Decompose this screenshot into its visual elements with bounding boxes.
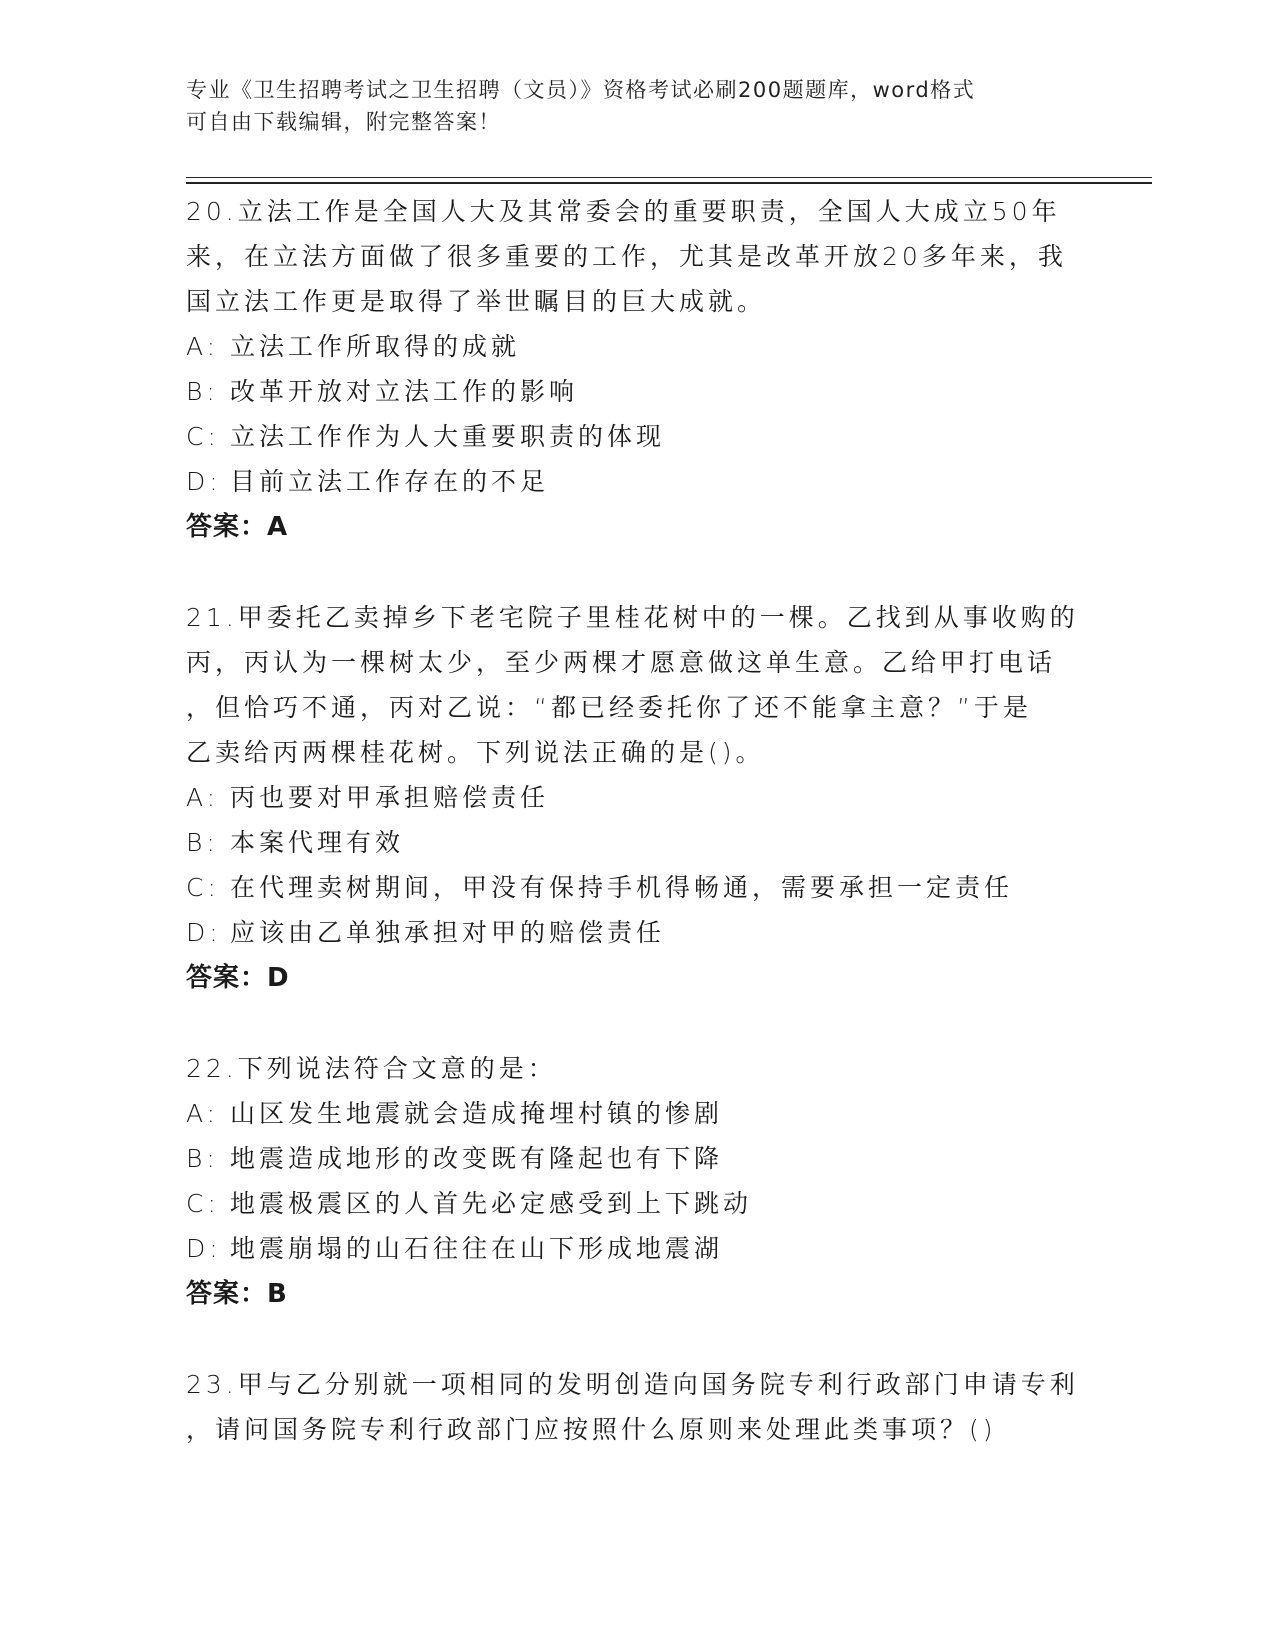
option-key: A: [186, 783, 220, 812]
option-key: A: [186, 1099, 220, 1128]
option-text: 地震崩塌的山石往往在山下形成地震湖 [230, 1234, 724, 1263]
option-text: 地震造成地形的改变既有隆起也有下降 [230, 1144, 724, 1173]
option-d [186, 910, 1086, 955]
option-d [186, 1226, 1086, 1271]
option-text: 改革开放对立法工作的影响 [230, 377, 579, 406]
option-key: B: [186, 828, 219, 857]
option-key: C: [186, 873, 220, 902]
question-23 [186, 1362, 1086, 1452]
answer-line: 答案：B [186, 1279, 288, 1309]
answer-line: 答案：A [186, 512, 289, 542]
option-c [186, 865, 1086, 910]
question-line: 20.立法工作是全国人大及其常委会的重要职责，全国人大成立50年 [186, 197, 1061, 226]
header-line-1: 专业《卫生招聘考试之卫生招聘（文员）》资格考试必刷200题题库，word格式 [186, 78, 976, 102]
header-rule-thick [186, 182, 1152, 184]
question-line: ，但恰巧不通，丙对乙说：“都已经委托你了还不能拿主意？”于是 [186, 693, 1032, 722]
option-text: 目前立法工作存在的不足 [230, 467, 550, 496]
header-rule-thin [186, 177, 1152, 178]
question-line: 23.甲与乙分别就一项相同的发明创造向国务院专利行政部门申请专利 [186, 1370, 1079, 1399]
option-b [186, 1136, 1086, 1181]
option-key: B: [186, 377, 219, 406]
option-text: 丙也要对甲承担赔偿责任 [230, 783, 550, 812]
question-line: 国立法工作更是取得了举世瞩目的巨大成就。 [186, 287, 767, 316]
question-line: 21.甲委托乙卖掉乡下老宅院子里桂花树中的一棵。乙找到从事收购的 [186, 603, 1079, 632]
option-key: C: [186, 1189, 220, 1218]
option-c [186, 1181, 1086, 1226]
question-line: 丙，丙认为一棵树太少，至少两棵才愿意做这单生意。乙给甲打电话 [186, 648, 1057, 677]
question-line: 22.下列说法符合文意的是： [186, 1054, 557, 1083]
option-key: D: [186, 1234, 222, 1263]
option-key: C: [186, 422, 220, 451]
option-c [186, 414, 1086, 459]
question-line: 乙卖给丙两棵桂花树。下列说法正确的是()。 [186, 738, 765, 767]
option-key: D: [186, 918, 222, 947]
option-text: 立法工作作为人大重要职责的体现 [230, 422, 666, 451]
option-text: 立法工作所取得的成就 [230, 332, 521, 361]
option-b [186, 369, 1086, 414]
option-key: A: [186, 332, 220, 361]
document-header [186, 74, 1066, 138]
option-key: D: [186, 467, 222, 496]
option-a [186, 324, 1086, 369]
question-22 [186, 1046, 1086, 1317]
option-text: 在代理卖树期间，甲没有保持手机得畅通，需要承担一定责任 [230, 873, 1014, 902]
option-a [186, 775, 1086, 820]
spacer [186, 1317, 1086, 1362]
option-text: 本案代理有效 [230, 828, 405, 857]
question-line: 来，在立法方面做了很多重要的工作，尤其是改革开放20多年来，我 [186, 242, 1067, 271]
spacer [186, 1001, 1086, 1046]
spacer [186, 550, 1086, 595]
question-21 [186, 595, 1086, 1001]
answer-line: 答案：D [186, 963, 290, 993]
option-text: 山区发生地震就会造成掩埋村镇的惨剧 [230, 1099, 724, 1128]
option-text: 应该由乙单独承担对甲的赔偿责任 [230, 918, 666, 947]
option-key: B: [186, 1144, 219, 1173]
question-20 [186, 189, 1086, 550]
header-line-2: 可自由下载编辑，附完整答案！ [186, 110, 501, 134]
question-list [186, 189, 1086, 1452]
option-a [186, 1091, 1086, 1136]
option-d [186, 459, 1086, 504]
question-line: ，请问国务院专利行政部门应按照什么原则来处理此类事项？() [186, 1415, 997, 1444]
option-text: 地震极震区的人首先必定感受到上下跳动 [230, 1189, 753, 1218]
option-b [186, 820, 1086, 865]
